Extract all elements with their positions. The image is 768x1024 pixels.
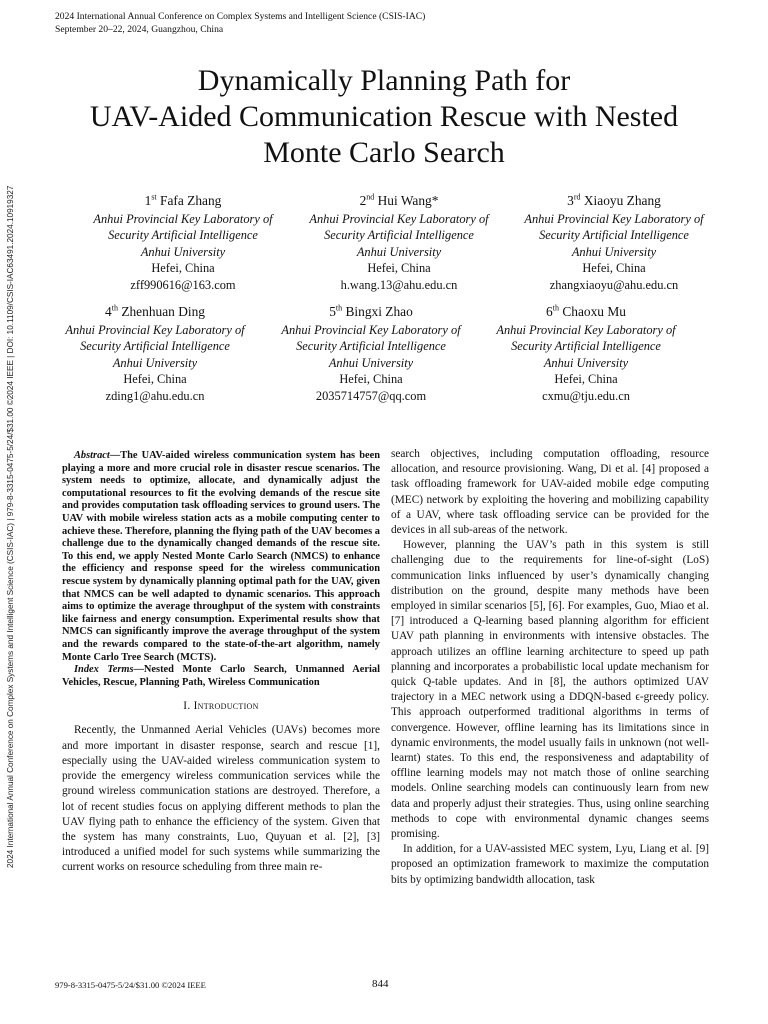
title-line-2: UAV-Aided Communication Rescue with Nested [89,100,679,133]
author-block-6: 6th Chaoxu Mu Anhui Provincial Key Laboratory of Security Artificial Intelligence Anhui University Hefei, China cxmu@tju.edu.cn [471,304,701,404]
body-paragraph-2: However, planning the UAV’s path in this system is still challenging due to the requirements for line-of-sight (LoS) communication links influenced by user’s dynamically changing distribution on the ground, despite many methods have been employed in similar scenarios [5], [6]. For examples, Guo, Miao et al. [7] introduced a Q-learning based planning algorithm for efficient UAV path planning in environments with intensive obstacles. The approach utilizes an offline learning architecture to speed up path planning and incorporates a probabilistic local update mechanism for quick Q-table updates. And in [8], the authors optimized UAV trajectory in a MEC network using a DDQN-based ϵ-greedy policy. This approach outperformed traditional algorithms in terms of convergence. However, offline learning has its limitations since in dynamic environments, the model usually fails in unknown (not well-learnt) states. To this end, the responsiveness and adaptability of offline learning models may not match those of online searching models. Online searching models can continuously learn from new data and properly adjust their strategies. Thus, using online searching methods to cope with environmental dynamic changes seems promising. [391,539,709,841]
author-email[interactable]: zding1@ahu.edu.cn [105,388,205,403]
paper-title [40,63,728,171]
page-number: 844 [372,978,389,990]
author-name: Bingxi Zhao [345,304,413,319]
author-block-3: 3rd Xiaoyu Zhang Anhui Provincial Key Laboratory of Security Artificial Intelligence Anhui University Hefei, China zhangxiaoyu@ahu.edu.cn [499,193,729,293]
left-column [62,450,380,876]
conference-name: 2024 International Annual Conference on Complex Systems and Intelligent Science (CSIS-IAC) [55,11,426,22]
author-block-1: 1st Fafa Zhang Anhui Provincial Key Laboratory of Security Artificial Intelligence Anhui University Hefei, China zff990616@163.com [68,193,298,293]
author-email[interactable]: zff990616@163.com [130,277,236,292]
author-name: Chaoxu Mu [562,304,626,319]
body-paragraph-continued: search objectives, including computation offloading, resource allocation, and resource provisioning. Wang, Di et al. [4] proposed a task offloading framework for UAV-aided mobile edge computing (MEC) network by exploiting the hovering and mobilizing capability of a UAV, where task offloading service can be provided for the devices in all sub-areas of the network. [391,448,709,537]
conference-header [55,10,425,36]
index-terms: Index Terms—Nested Monte Carlo Search, Unmanned Aerial Vehicles, Rescue, Planning Path, Wireless Communication [62,664,380,688]
author-name: Xiaoyu Zhang [583,193,661,208]
author-email[interactable]: h.wang.13@ahu.edu.cn [340,277,458,292]
section-heading-introduction: I. Introduction [183,700,259,713]
body-paragraph-3: In addition, for a UAV-assisted MEC system, Lyu, Liang et al. [9] proposed an optimization framework to maximize the computation bits by optimizing bandwidth allocation, task [391,843,709,886]
author-name: Hui Wang* [377,193,439,208]
intro-paragraph-1: Recently, the Unmanned Aerial Vehicles (UAVs) becomes more and more important in disaster response, search and rescue [1], especially using the UAV-aided wireless communication system to provide the emergency wireless communication services while the ground wireless communication stations are destroyed. Therefore, a lot of recent studies focus on applying different methods to plan the UAV flying path to enhance the efficiency of the system. Given that the system has many constraints, Luo, Quyuan et al. [2], [3] introduced a unified model for such systems while summarizing the current works on resource scheduling from three main re- [62,724,380,874]
title-line-3: Monte Carlo Search [263,136,505,169]
author-email[interactable]: zhangxiaoyu@ahu.edu.cn [549,277,679,292]
author-block-2: 2nd Hui Wang* Anhui Provincial Key Laboratory of Security Artificial Intelligence Anhui University Hefei, China h.wang.13@ahu.edu.cn [284,193,514,293]
doi-sidebar: 2024 International Annual Conference on Complex Systems and Intelligent Science (CSIS-IAC) | 979-8-3315-0475-5/24/$31.00 ©2024 IEEE | DOI: 10.1109/CSIS-IAC63491.2024.10919327 [6,185,15,868]
abstract: Abstract—The UAV-aided wireless communication system has been playing a more and more crucial role in disaster rescue scenarios. The system needs to optimize, allocate, and dynamically adjust the computational resources to fit the evolving demands of the rescue site and provides computation task offloading services to ground users. The UAV with mobile wireless station acts as a mobile computing center to achieve these. Therefore, planning the flying path of the UAV becomes a challenge due to the dynamically changed demands of the rescue site. To this end, we apply Nested Monte Carlo Search (NMCS) to enhance the efficiency and response speed for the wireless communication rescue system by dynamically planning optimal path for the UAV, given that NMCS can be well adapted to dynamic scenarios. This approach aims to optimize the average throughput of the system with constraints like fairness and energy consumption. Experimental results show that NMCS can significantly improve the average throughput of the system and the rewards compared to the state-of-the-art algorithm, namely Monte Carlo Tree Search (MCTS). [62,450,380,663]
author-email[interactable]: 2035714757@qq.com [315,388,427,403]
author-block-5: 5th Bingxi Zhao Anhui Provincial Key Laboratory of Security Artificial Intelligence Anhui University Hefei, China 2035714757@qq.com [256,304,486,404]
author-block-4: 4th Zhenhuan Ding Anhui Provincial Key Laboratory of Security Artificial Intelligence Anhui University Hefei, China zding1@ahu.edu.cn [40,304,270,404]
title-line-1: Dynamically Planning Path for [197,64,571,97]
author-email[interactable]: cxmu@tju.edu.cn [542,388,630,403]
author-name: Fafa Zhang [160,193,222,208]
right-column [391,447,709,888]
author-name: Zhenhuan Ding [121,304,205,319]
footer-isbn: 979-8-3315-0475-5/24/$31.00 ©2024 IEEE [55,980,206,990]
conference-dates: September 20–22, 2024, Guangzhou, China [55,24,224,35]
